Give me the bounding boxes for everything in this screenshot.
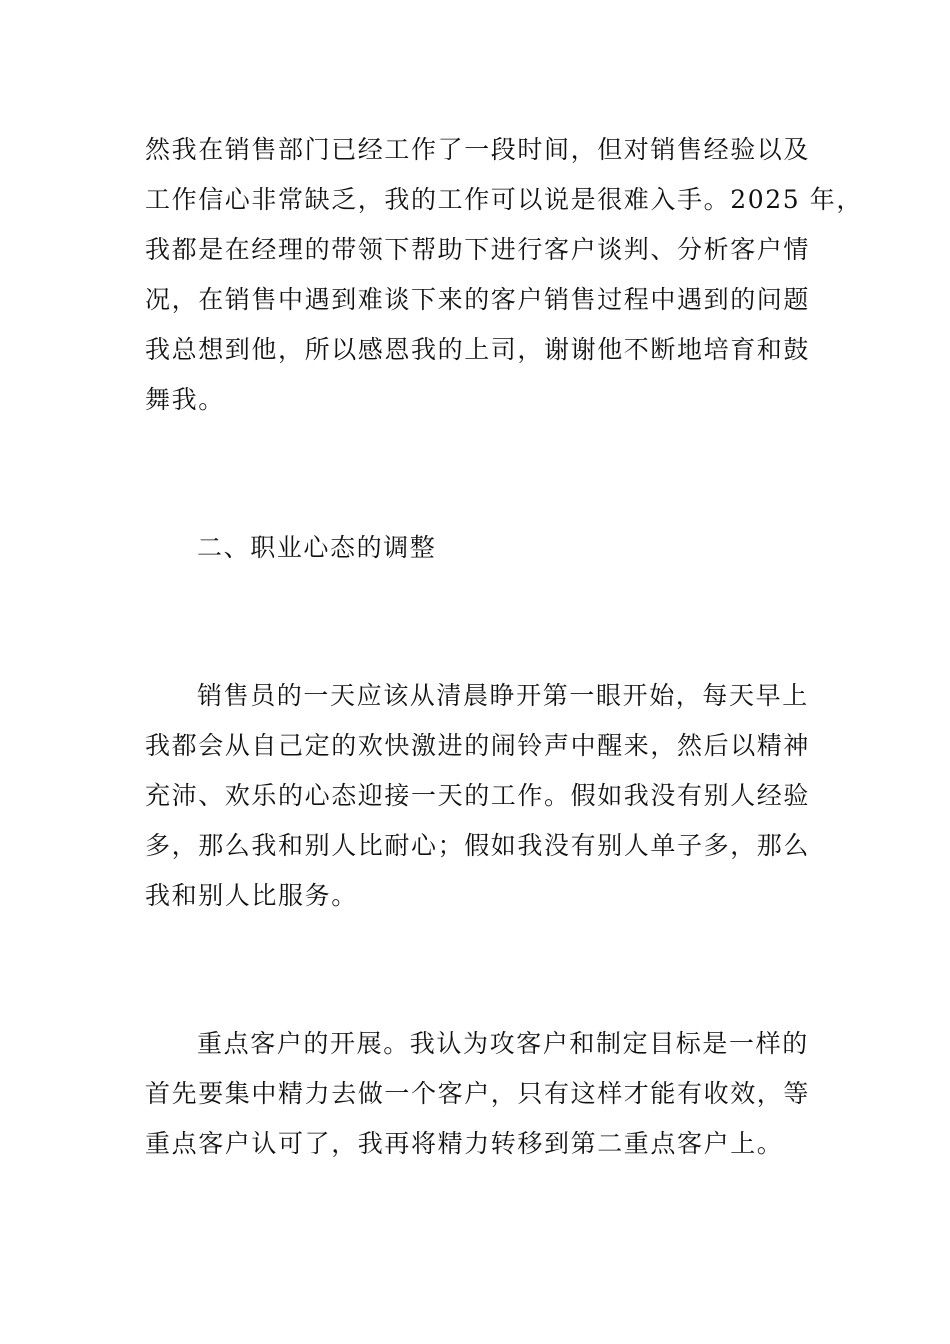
paragraph-line: 我总想到他，所以感恩我的上司，谢谢他不断地培育和鼓 <box>145 335 811 364</box>
paragraph-line: 重点客户的开展。我认为攻客户和制定目标是一样的 <box>197 1029 809 1058</box>
paragraph-line: 舞我。 <box>145 385 225 414</box>
paragraph-line: 况，在销售中遇到难谈下来的客户销售过程中遇到的问题 <box>145 285 811 314</box>
paragraph-line: 充沛、欢乐的心态迎接一天的工作。假如我没有别人经验 <box>145 781 811 810</box>
paragraph-line: 工作信心非常缺乏，我的工作可以说是很难入手。2025 年， <box>145 185 863 214</box>
paragraph-line: 多，那么我和别人比耐心；假如我没有别人单子多，那么 <box>145 831 811 860</box>
section-heading: 二、职业心态的调整 <box>197 533 437 562</box>
paragraph-line: 我都是在经理的带领下帮助下进行客户谈判、分析客户情 <box>145 235 811 264</box>
paragraph-line: 重点客户认可了，我再将精力转移到第二重点客户上。 <box>145 1129 784 1158</box>
paragraph-line: 然我在销售部门已经工作了一段时间，但对销售经验以及 <box>145 135 811 164</box>
paragraph-line: 我和别人比服务。 <box>145 881 358 910</box>
paragraph-line: 首先要集中精力去做一个客户，只有这样才能有收效，等 <box>145 1079 811 1108</box>
paragraph-line: 我都会从自己定的欢快激进的闹铃声中醒来，然后以精神 <box>145 731 811 760</box>
paragraph-line: 销售员的一天应该从清晨睁开第一眼开始，每天早上 <box>197 681 809 710</box>
